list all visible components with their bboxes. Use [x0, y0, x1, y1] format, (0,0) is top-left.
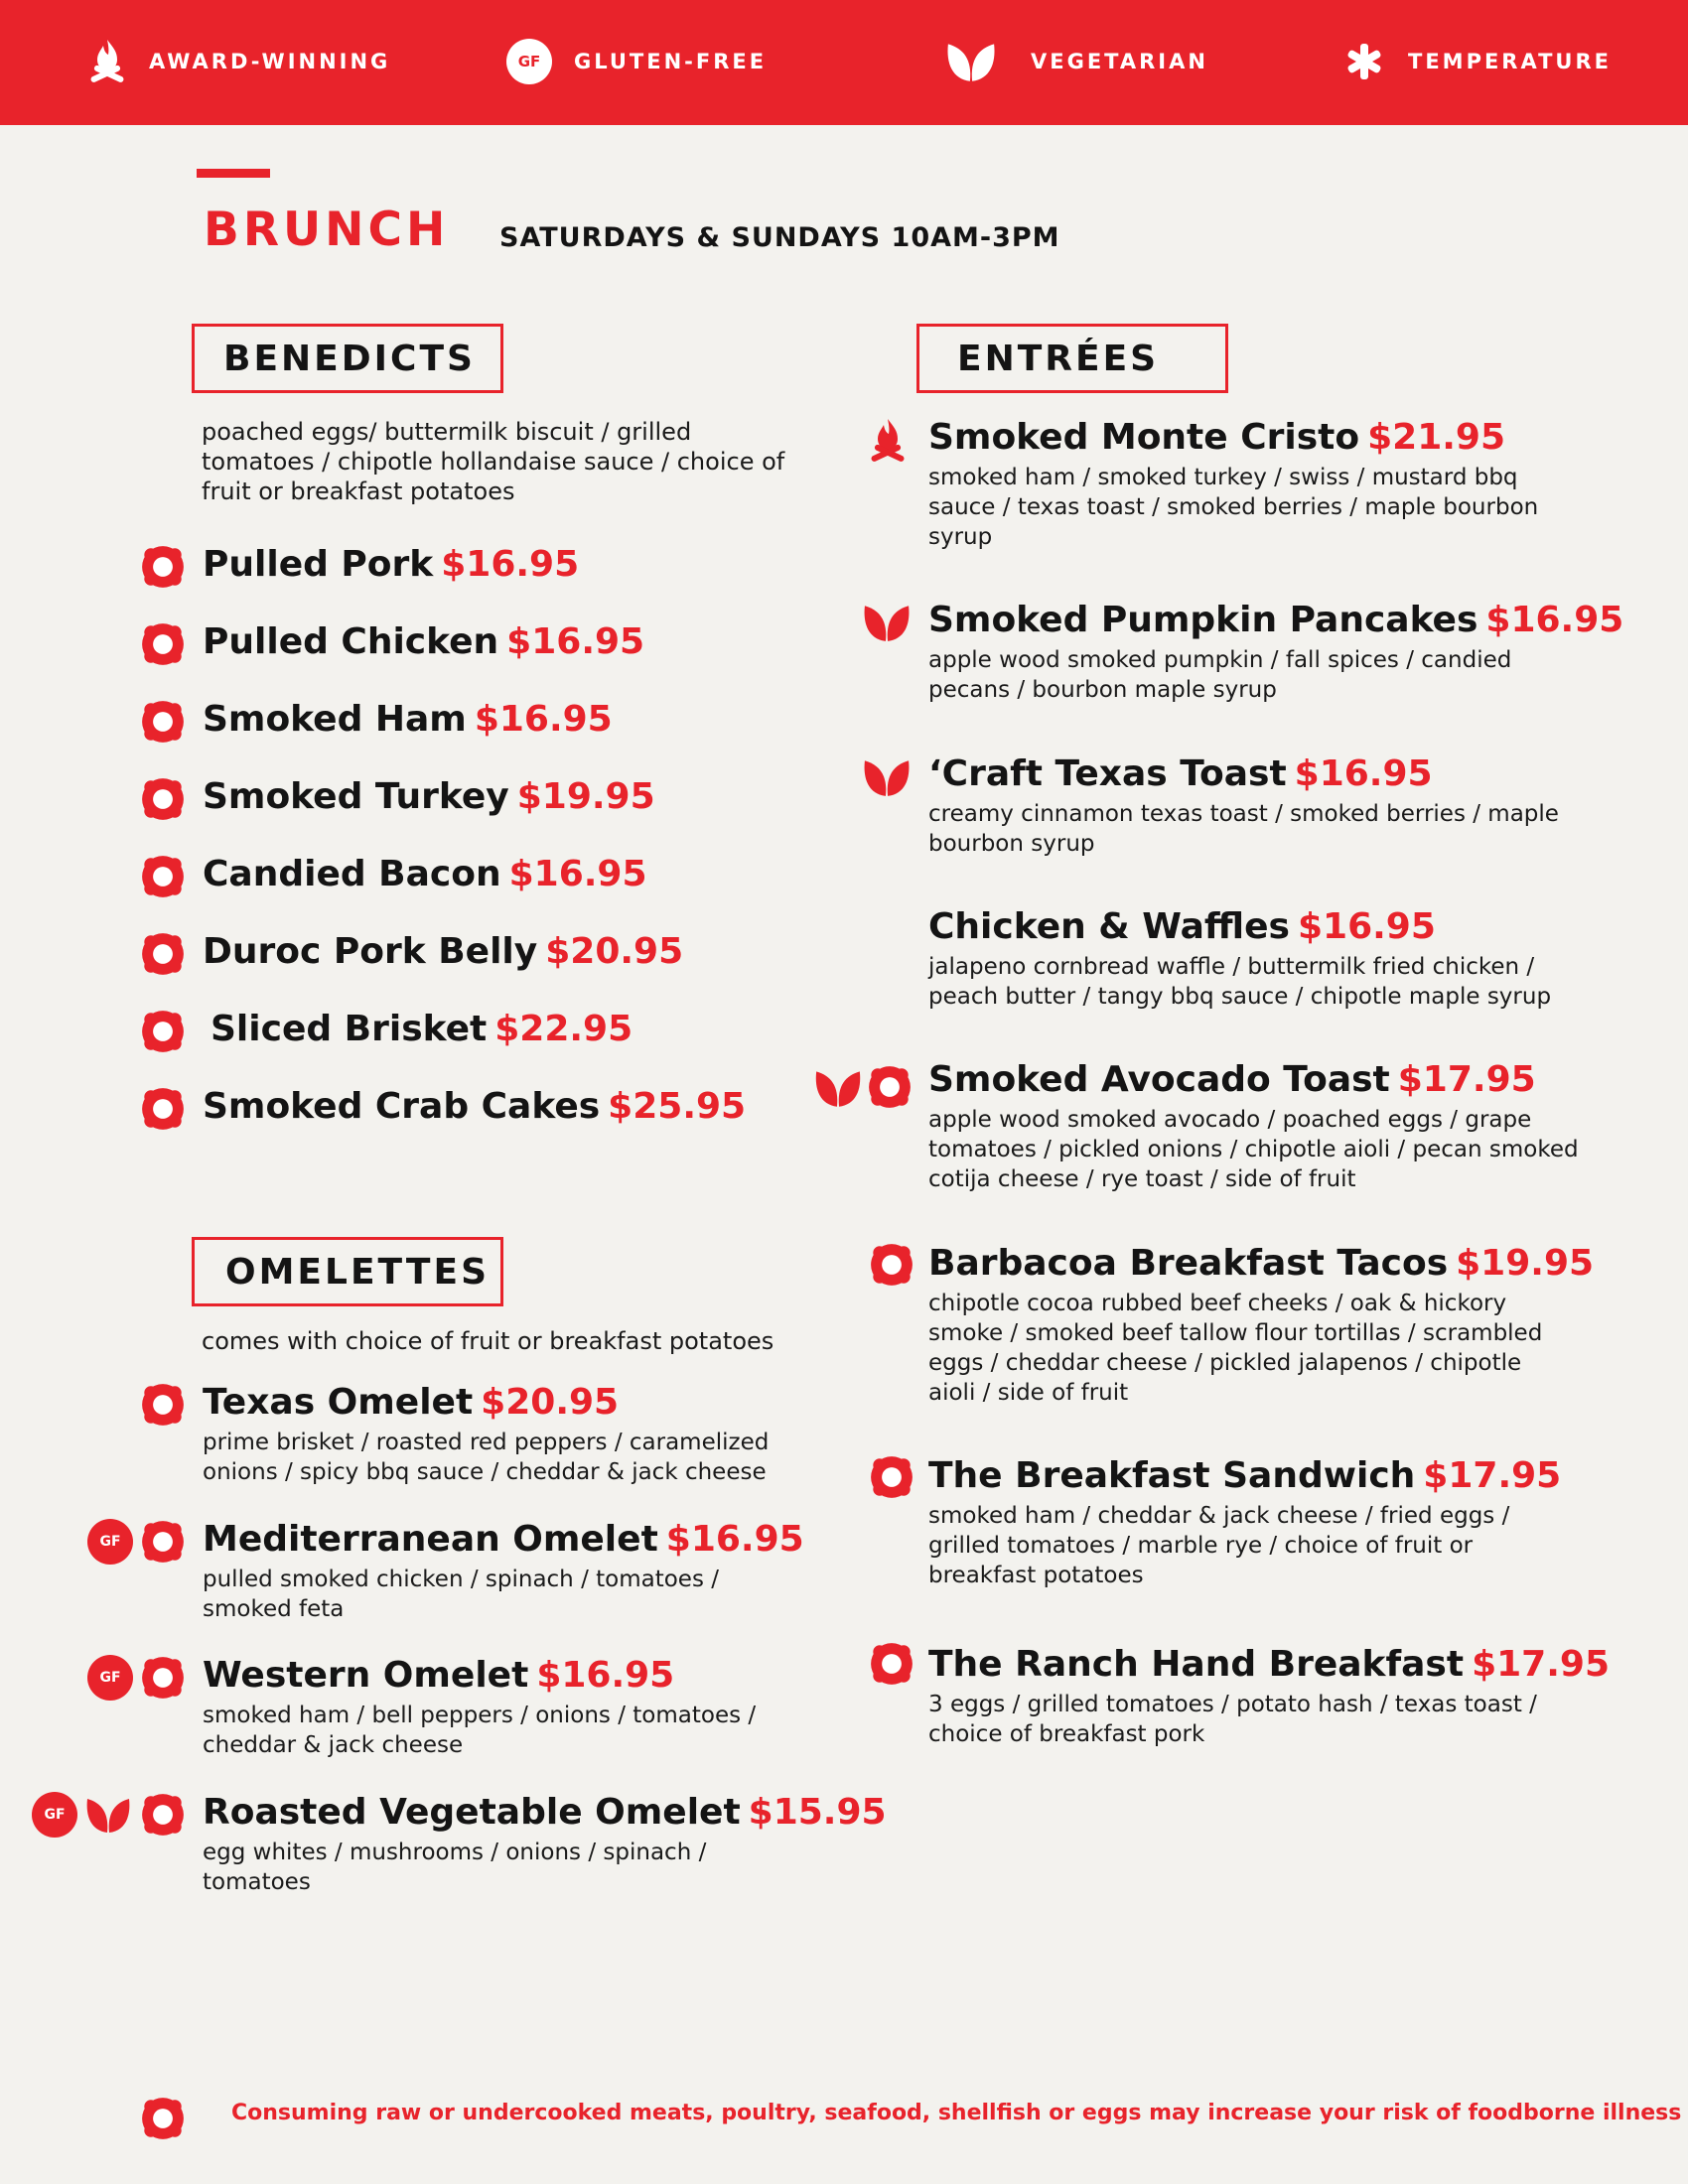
egg-icon — [141, 1520, 185, 1564]
egg-icon — [141, 1010, 185, 1053]
menu-item: Texas Omelet $20.95 prime brisket / roasted red peppers / caramelized onions / spicy bbq sauce / cheddar & jack cheese — [203, 1382, 770, 1485]
egg-icon — [141, 1793, 185, 1837]
egg-icon — [141, 2097, 185, 2140]
brunch-hours: SATURDAYS & SUNDAYS 10AM-3PM — [499, 222, 1060, 253]
section-title-omelettes: OMELETTES — [192, 1237, 503, 1306]
menu-item: Duroc Pork Belly $20.95 — [203, 931, 684, 972]
asterisk-icon — [1344, 42, 1384, 81]
menu-item: Sliced Brisket $22.95 — [211, 1009, 633, 1049]
menu-item: Roasted Vegetable Omelet $15.95 egg whites / mushrooms / onions / spinach / tomatoes — [203, 1792, 887, 1895]
menu-item: Candied Bacon $16.95 — [203, 854, 647, 894]
gf-badge-icon: GF — [87, 1655, 133, 1701]
flame-icon — [87, 38, 127, 85]
leaf-icon — [812, 1067, 864, 1109]
egg-icon — [141, 545, 185, 589]
legend-gluten-free — [506, 38, 767, 85]
page-title: BRUNCH — [204, 203, 450, 257]
egg-icon — [141, 777, 185, 821]
leaf-icon — [860, 602, 914, 643]
egg-icon — [141, 1087, 185, 1131]
gf-badge-icon: GF — [506, 39, 552, 84]
section-title-benedicts: BENEDICTS — [192, 324, 503, 393]
menu-item: Chicken & Waffles $16.95 jalapeno cornbread waffle / buttermilk fried chicken / peach butter / tangy bbq sauce / chipotle maple syrup — [928, 906, 1552, 1010]
menu-item: The Breakfast Sandwich $17.95 smoked ham / cheddar & jack cheese / fried eggs / grilled tomatoes / marble rye / choice of fruit or breakfast potatoes — [928, 1455, 1562, 1588]
menu-item: Smoked Monte Cristo $21.95 smoked ham / smoked turkey / swiss / mustard bbq sauce / texas toast / smoked berries / maple bourbon syrup — [928, 417, 1539, 550]
leaf-icon — [860, 756, 914, 798]
section-title-entrees: ENTRÉES — [916, 324, 1228, 393]
egg-icon — [870, 1455, 914, 1499]
egg-icon — [141, 700, 185, 744]
egg-icon — [870, 1642, 914, 1686]
menu-item: Western Omelet $16.95 smoked ham / bell peppers / onions / tomatoes / cheddar & jack cheese — [203, 1655, 757, 1758]
flame-icon — [868, 417, 908, 465]
gf-badge-icon: GF — [32, 1792, 77, 1838]
legend-award-winning — [87, 38, 390, 85]
omelettes-description: comes with choice of fruit or breakfast potatoes — [202, 1327, 774, 1355]
legend-label: VEGETARIAN — [1031, 50, 1208, 73]
legend-temperature — [1344, 38, 1612, 85]
egg-icon — [141, 1383, 185, 1427]
legend-label: TEMPERATURE — [1408, 50, 1612, 73]
menu-item: ‘Craft Texas Toast $16.95 creamy cinnamon texas toast / smoked berries / maple bourbon syrup — [928, 753, 1559, 857]
menu-item: Pulled Chicken $16.95 — [203, 621, 645, 662]
menu-item: Pulled Pork $16.95 — [203, 544, 580, 585]
menu-item: The Ranch Hand Breakfast $17.95 3 eggs / grilled tomatoes / potato hash / texas toast / choice of breakfast pork — [928, 1644, 1610, 1747]
menu-item: Smoked Ham $16.95 — [203, 699, 613, 740]
legend-bar — [0, 0, 1688, 125]
menu-item: Smoked Crab Cakes $25.95 — [203, 1086, 747, 1127]
egg-icon — [868, 1065, 912, 1109]
menu-item: Barbacoa Breakfast Tacos $19.95 chipotle cocoa rubbed beef cheeks / oak & hickory smoke / smoked beef tallow flour tortillas / scrambled eggs / cheddar cheese / pickled jalapenos / chipotle aioli / side of fruit — [928, 1243, 1595, 1406]
benedicts-description: poached eggs/ buttermilk biscuit / grilled tomatoes / chipotle hollandaise sauce / choice of fruit or breakfast potatoes — [202, 418, 785, 505]
egg-icon — [141, 622, 185, 666]
accent-bar — [197, 169, 270, 178]
gf-badge-icon: GF — [87, 1519, 133, 1565]
menu-item: Mediterranean Omelet $16.95 pulled smoked chicken / spinach / tomatoes / smoked feta — [203, 1519, 804, 1622]
legend-label: GLUTEN-FREE — [574, 50, 768, 73]
menu-item: Smoked Turkey $19.95 — [203, 776, 655, 817]
food-safety-warning: Consuming raw or undercooked meats, poultry, seafood, shellfish or eggs may increase your risk of foodborne illness — [231, 2101, 1682, 2125]
legend-label: AWARD-WINNING — [149, 50, 391, 73]
egg-icon — [141, 855, 185, 898]
menu-item: Smoked Pumpkin Pancakes $16.95 apple wood smoked pumpkin / fall spices / candied pecans / bourbon maple syrup — [928, 600, 1624, 703]
egg-icon — [141, 1656, 185, 1700]
menu-item: Smoked Avocado Toast $17.95 apple wood smoked avocado / poached eggs / grape tomatoes / pickled onions / chipotle aioli / pecan smoked cotija cheese / rye toast / side of fruit — [928, 1059, 1579, 1192]
legend-vegetarian — [943, 38, 1208, 85]
leaf-icon — [943, 40, 999, 83]
leaf-icon — [83, 1795, 133, 1835]
egg-icon — [141, 932, 185, 976]
egg-icon — [870, 1243, 914, 1287]
